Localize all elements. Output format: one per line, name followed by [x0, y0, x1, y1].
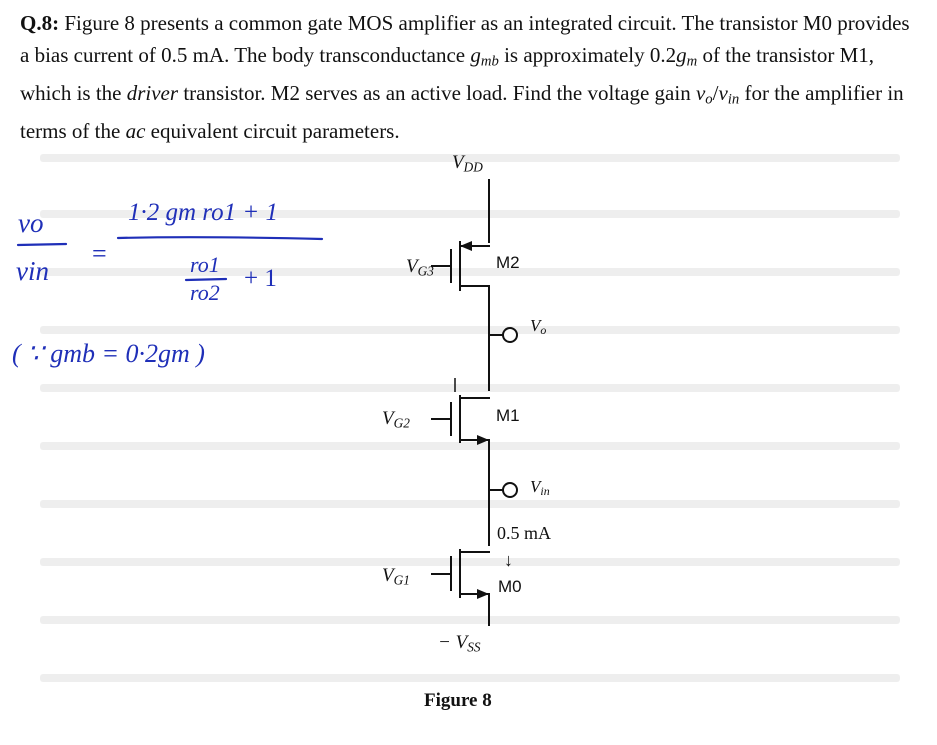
vg2-label: $V_{G2}$ — [382, 408, 410, 431]
vg1-label: $V_{G1}$ — [382, 565, 410, 588]
m0-label: M0 — [498, 577, 522, 596]
hw-numerator: 1·2 gm ro1 + 1 — [128, 199, 278, 226]
m2-arrow — [460, 241, 472, 251]
bias-current-label: 0.5 mA — [497, 523, 551, 543]
figure-caption: Figure 8 — [424, 690, 492, 711]
m2-label: M2 — [496, 253, 520, 272]
hw-ro1: ro1 — [190, 252, 220, 277]
vin-label: $V_{in}$ — [530, 477, 550, 498]
vo-label: $V_o$ — [530, 316, 547, 337]
m1-arrow — [477, 435, 489, 445]
vo-terminal — [503, 328, 517, 342]
vg3-label: $V_{G3}$ — [406, 256, 434, 279]
vss-label: − $V_{SS}$ — [438, 632, 481, 655]
bias-arrow: ↓ — [504, 550, 513, 570]
hw-vo: vo — [18, 208, 44, 238]
vin-terminal — [503, 483, 517, 497]
hw-vin: vin — [16, 256, 49, 286]
question-number: Q.8: — [20, 11, 60, 35]
m1-label: M1 — [496, 406, 520, 425]
hw-equals: = — [92, 239, 107, 268]
hw-ro2: ro2 — [190, 280, 220, 305]
hw-plus-one: + 1 — [244, 265, 277, 292]
vdd-label: $V_{DD}$ — [452, 152, 483, 175]
question-text: Q.8: Figure 8 presents a common gate MOS amplifier as an integrated circuit. The transistor M0 provides a bias current of 0.5 mA. The body transconductance $g_{mb}$ is approximately $0.2g_m$ of the transistor M1, which is the driver transistor. M2 serves as an active load. Find the voltage gain $v_o/v_{in}$ for the amplifier in terms of the ac equivalent circuit parameters. — [20, 11, 910, 143]
m0-arrow — [477, 589, 489, 599]
hw-note: ( ∵ gmb = 0·2gm ) — [12, 339, 205, 368]
